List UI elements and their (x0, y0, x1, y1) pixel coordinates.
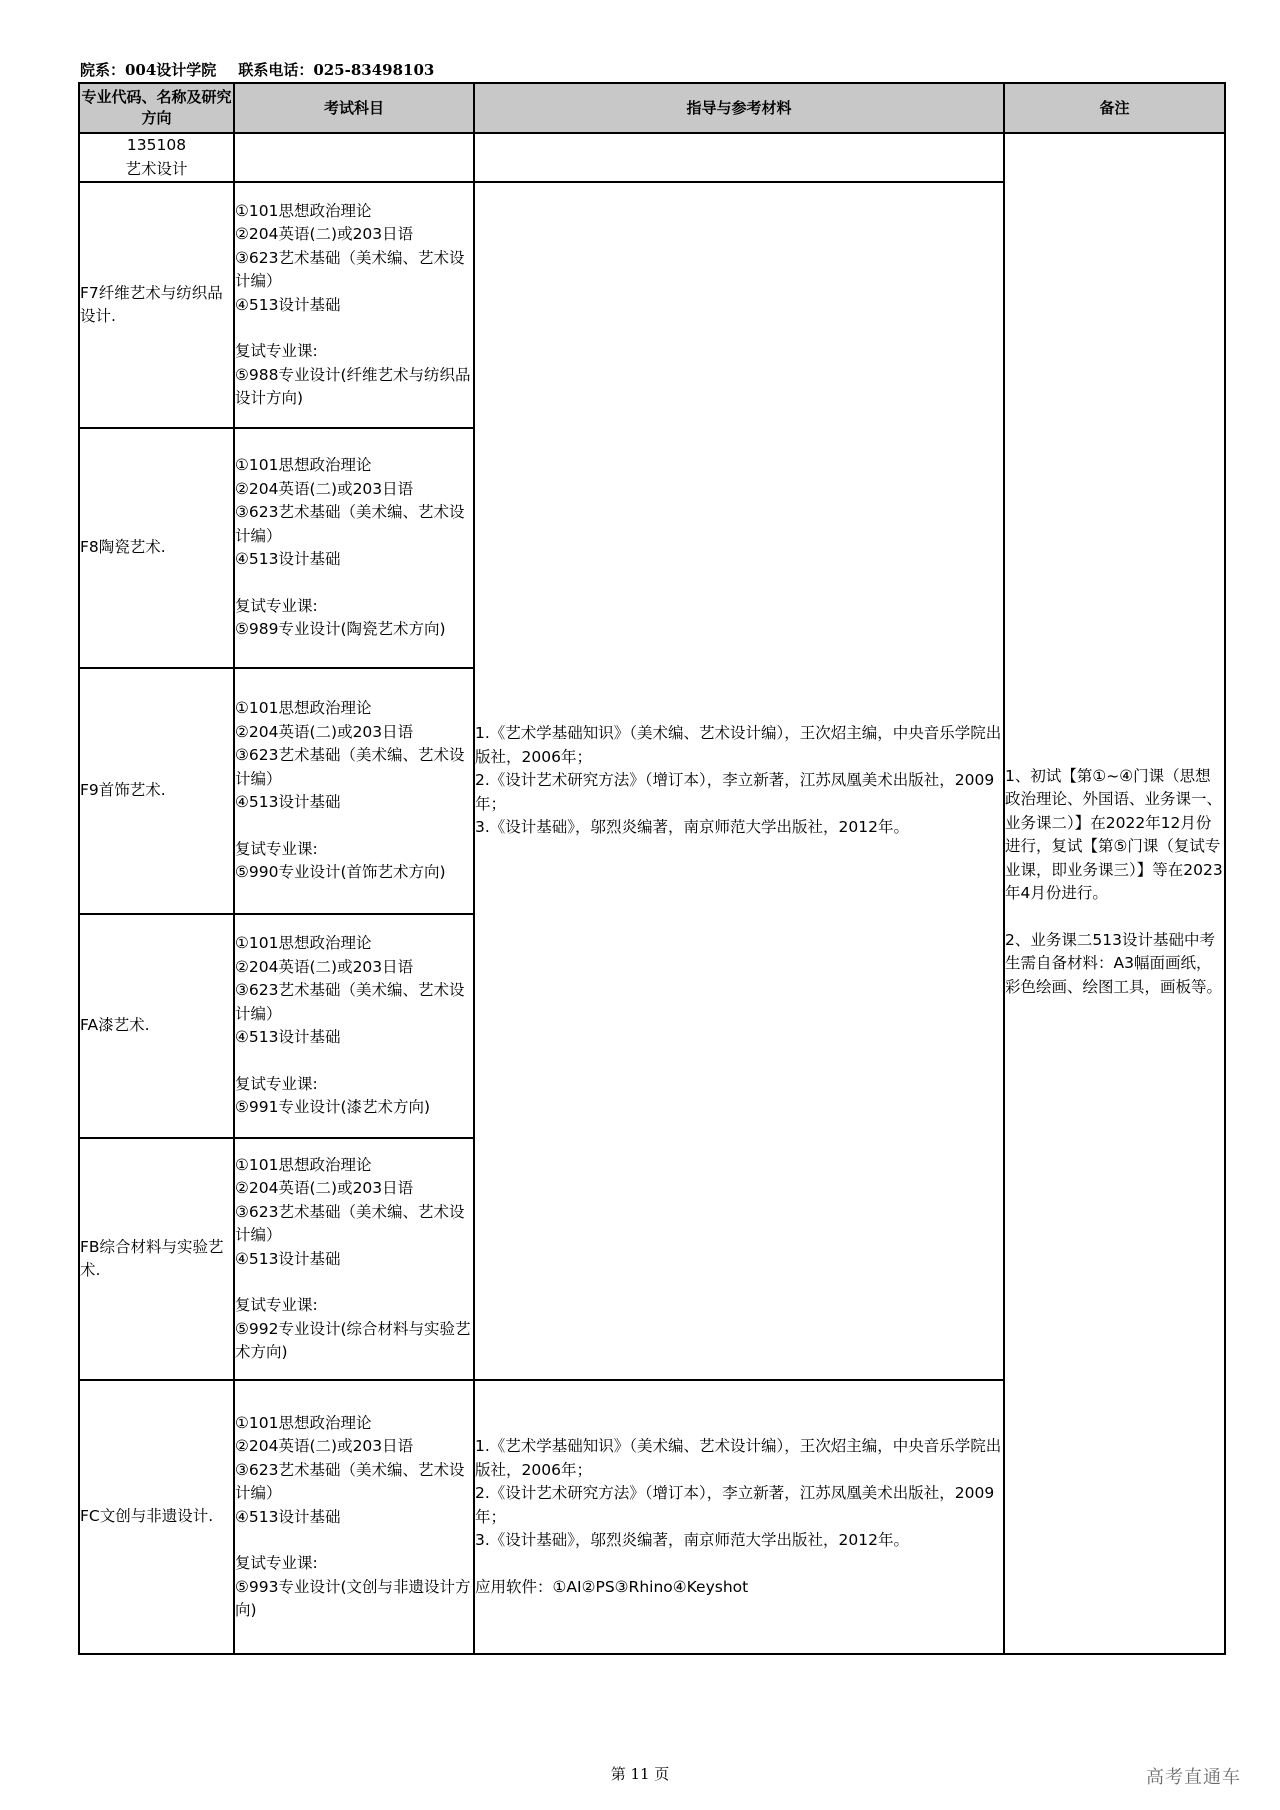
empty-cell (234, 133, 474, 182)
reference-item: 2.《设计艺术研究方法》（增订本），李立新著，江苏凤凰美术出版社，2009年； (475, 771, 995, 813)
subject-item: ④513设计基础 (235, 1028, 341, 1047)
subject-item: ①101思想政治理论 (235, 201, 372, 220)
subject-item: ②204英语(二)或203日语 (235, 225, 414, 243)
software-item: 应用软件：①AI②PS③Rhino④Keyshot (475, 1577, 749, 1596)
subjects-cell (234, 914, 474, 1138)
major-code: 135108 (126, 136, 187, 154)
remarks-cell (1004, 133, 1225, 1654)
watermark: 高考直通车 (1146, 1767, 1241, 1788)
subject-item: ③623艺术基础（美术编、艺术设计编） (235, 248, 465, 290)
column-header-references: 指导与参考材料 (474, 83, 1004, 133)
column-header-major: 专业代码、名称及研究方向 (79, 83, 234, 133)
direction-cell: FA漆艺术. (79, 914, 234, 1138)
subject-item: ④513设计基础 (235, 295, 341, 314)
exam-table (78, 82, 1226, 1655)
retest-title: 复试专业课: (235, 596, 318, 615)
subject-item: ④513设计基础 (235, 793, 341, 812)
subjects-cell (234, 428, 474, 668)
subject-item: ②204英语(二)或203日语 (235, 957, 414, 976)
empty-cell (474, 133, 1004, 182)
remark-2: 2、业务课二513设计基础中考生需自备材料：A3幅面画纸，彩色绘画、绘图工具，画板等。 (1005, 930, 1223, 996)
subjects-cell (234, 1138, 474, 1380)
subject-item: ③623艺术基础（美术编、艺术设计编） (235, 1460, 465, 1502)
retest-title: 复试专业课: (235, 1554, 318, 1572)
subjects-cell (234, 668, 474, 914)
subject-item: ②204英语(二)或203日语 (235, 479, 414, 498)
subject-item: ④513设计基础 (235, 1249, 341, 1268)
subject-item: ④513设计基础 (235, 1507, 341, 1526)
direction-cell: F8陶瓷艺术. (79, 428, 234, 668)
retest-subject: ⑤991专业设计(漆艺术方向) (235, 1098, 431, 1117)
major-code-name (79, 133, 234, 182)
page-header (80, 59, 456, 80)
remark-1: 1、初试【第①~④门课（思想政治理论、外国语、业务课一、业务课二）】在2022年12月份进行，复试【第⑤门课（复试专业课，即业务课三）】等在2023年4月份进行。 (1005, 766, 1223, 903)
reference-item: 1.《艺术学基础知识》（美术编、艺术设计编），王次炤主编，中央音乐学院出版社，2006年； (475, 1437, 1002, 1479)
retest-title: 复试专业课: (235, 839, 318, 858)
subject-item: ①101思想政治理论 (235, 934, 372, 953)
subject-item: ③623艺术基础（美术编、艺术设计编） (235, 746, 465, 788)
subject-item: ①101思想政治理论 (235, 456, 372, 475)
subject-item: ②204英语(二)或203日语 (235, 1437, 414, 1455)
subject-item: ①101思想政治理论 (235, 1413, 372, 1432)
retest-subject: ⑤988专业设计(纤维艺术与纺织品设计方向) (235, 365, 471, 407)
major-name: 艺术设计 (125, 159, 188, 178)
retest-subject: ⑤993专业设计(文创与非遗设计方向) (235, 1577, 471, 1619)
column-header-subjects: 考试科目 (234, 83, 474, 133)
subject-item: ③623艺术基础（美术编、艺术设计编） (235, 981, 465, 1023)
reference-item: 3.《设计基础》，邬烈炎编著，南京师范大学出版社，2012年。 (475, 818, 909, 837)
direction-cell: F7纤维艺术与纺织品设计. (79, 182, 234, 428)
subject-item: ②204英语(二)或203日语 (235, 722, 414, 741)
references-cell (474, 182, 1004, 1380)
reference-item: 1.《艺术学基础知识》（美术编、艺术设计编），王次炤主编，中央音乐学院出版社，2006年； (475, 724, 1002, 766)
references-cell-fc (474, 1380, 1004, 1654)
retest-title: 复试专业课: (235, 342, 318, 360)
retest-subject: ⑤992专业设计(综合材料与实验艺术方向) (235, 1319, 471, 1361)
subject-item: ③623艺术基础（美术编、艺术设计编） (235, 503, 465, 545)
subjects-cell (234, 182, 474, 428)
direction-cell: F9首饰艺术. (79, 668, 234, 914)
reference-item: 2.《设计艺术研究方法》（增订本），李立新著，江苏凤凰美术出版社，2009年； (475, 1484, 995, 1526)
subject-item: ①101思想政治理论 (235, 1155, 372, 1174)
direction-cell: FC文创与非遗设计. (79, 1380, 234, 1654)
column-header-remarks: 备注 (1004, 83, 1225, 133)
subject-item: ②204英语(二)或203日语 (235, 1179, 414, 1197)
retest-subject: ⑤990专业设计(首饰艺术方向) (235, 863, 446, 882)
retest-title: 复试专业课: (235, 1074, 318, 1093)
reference-item: 3.《设计基础》，邬烈炎编著，南京师范大学出版社，2012年。 (475, 1531, 909, 1549)
subject-item: ①101思想政治理论 (235, 699, 372, 718)
retest-subject: ⑤989专业设计(陶瓷艺术方向) (235, 620, 446, 639)
page-number: 第 11 页 (610, 1765, 670, 1783)
direction-cell: FB综合材料与实验艺术. (79, 1138, 234, 1380)
department-label: 院系：004设计学院 (80, 61, 217, 79)
subject-item: ③623艺术基础（美术编、艺术设计编） (235, 1202, 465, 1244)
subjects-cell (234, 1380, 474, 1654)
subject-item: ④513设计基础 (235, 550, 341, 569)
retest-title: 复试专业课: (235, 1296, 318, 1314)
phone-label: 联系电话：025-83498103 (238, 61, 435, 79)
